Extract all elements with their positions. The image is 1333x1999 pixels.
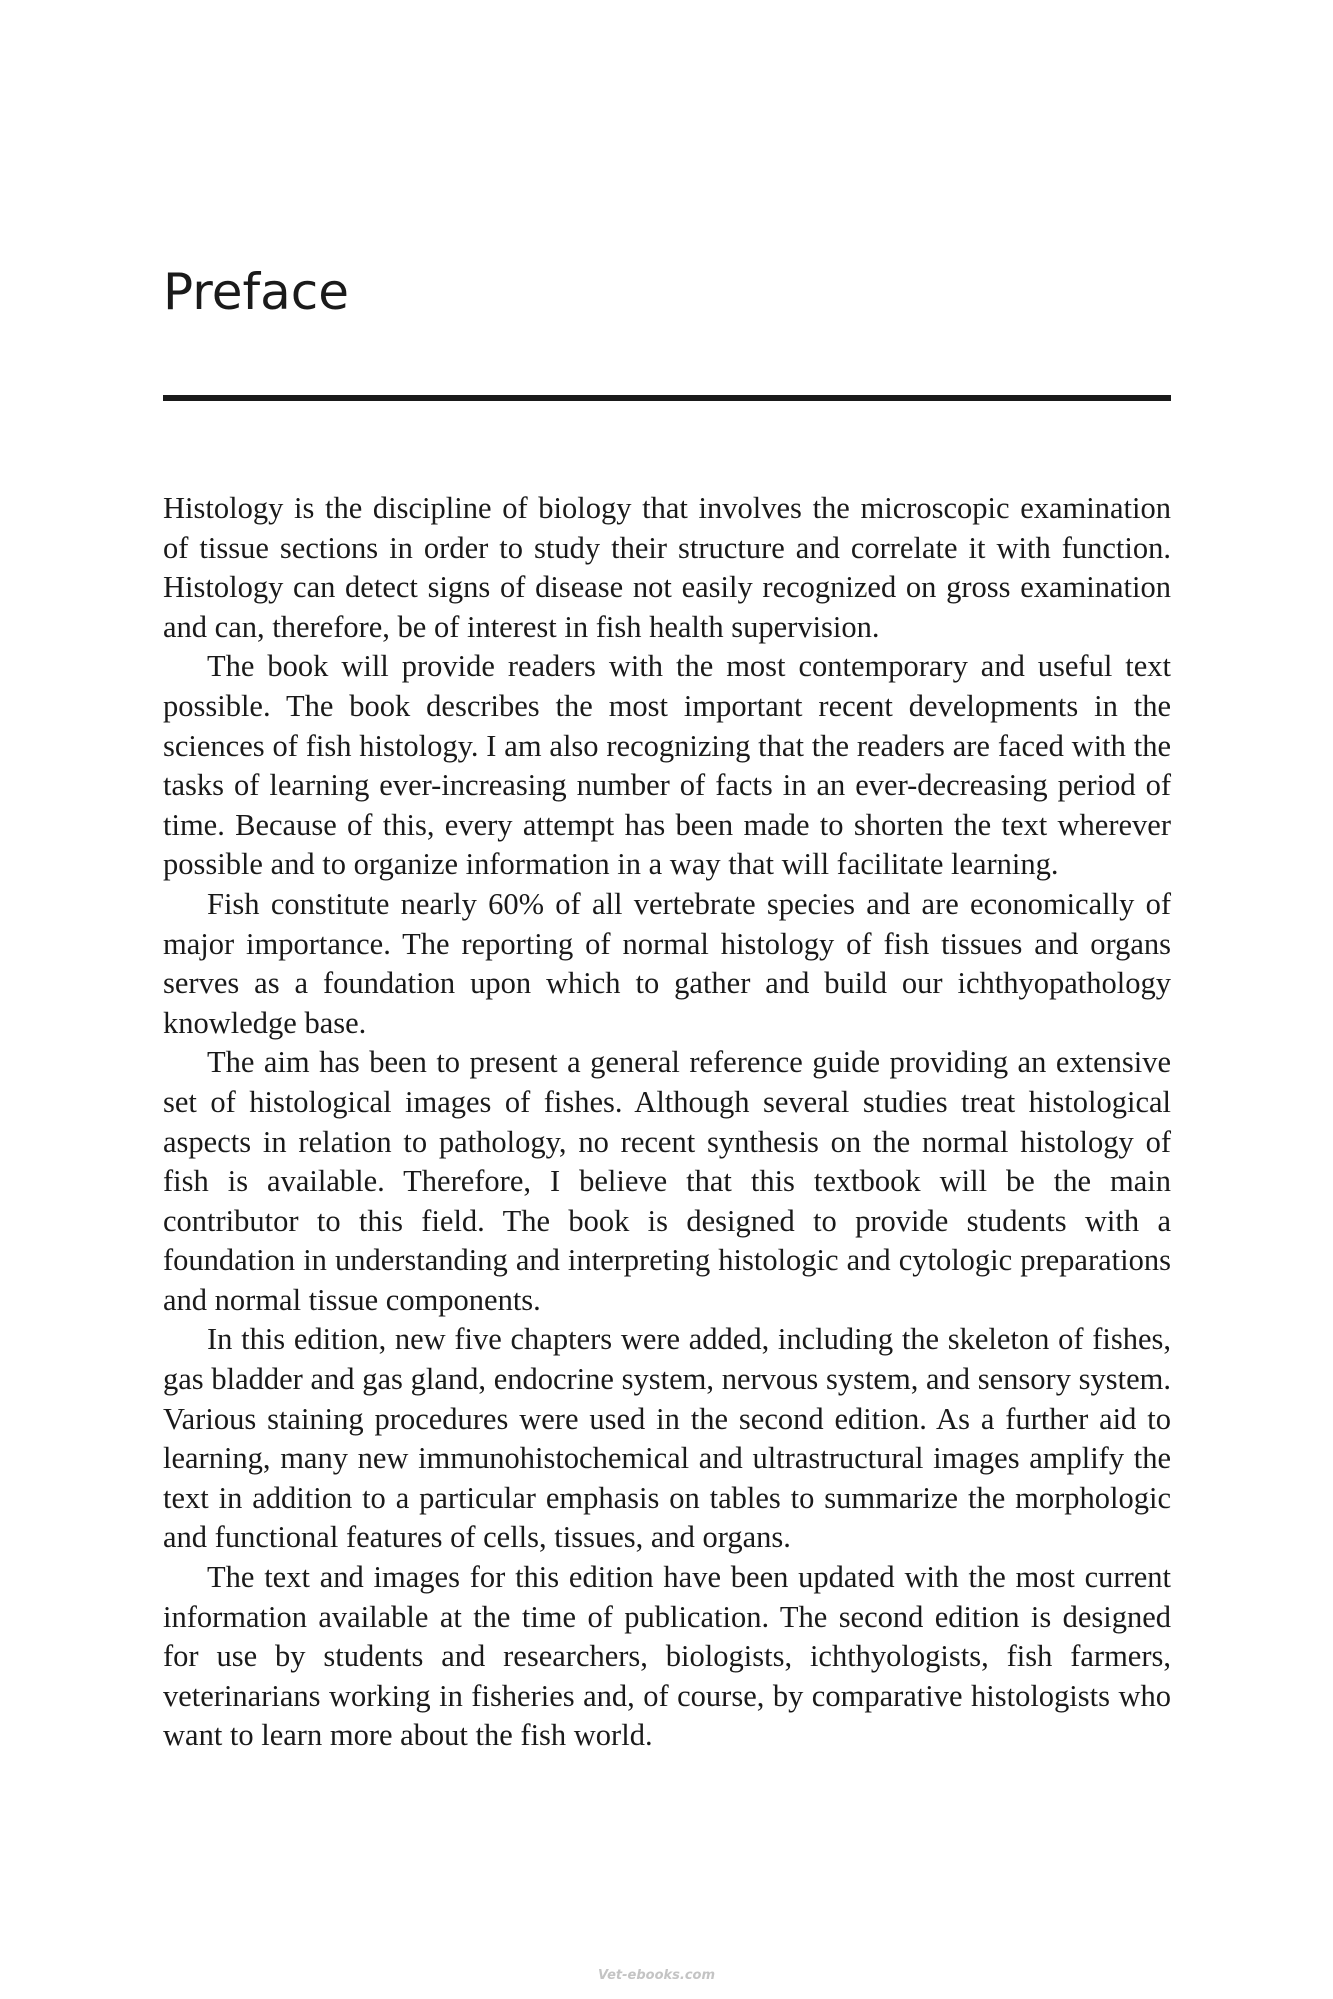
title-rule xyxy=(163,395,1171,401)
paragraph-3: Fish constitute nearly 60% of all vertebrate species and are economically of major importance. The reporting of normal histology of fish tissues and organs serves as a foundation upon which to gather and build our ichthyopathology knowledge base. xyxy=(163,886,1171,1040)
page-title: Preface xyxy=(163,263,349,321)
preface-body xyxy=(163,489,1171,1756)
paragraph-5: In this edition, new five chapters were added, including the skeleton of fishes, gas bladder and gas gland, endocrine system, nervous system, and sensory system. Various staining procedures were used in the second edition. As a further aid to learning, many new immunohistochemical and ultrastructural images amplify the text in addition to a particular emphasis on tables to summarize the morphologic and functional features of cells, tissues, and organs. xyxy=(163,1322,1171,1555)
paragraph-6: The text and images for this edition have been updated with the most current information available at the time of publication. The second edition is designed for use by students and researchers, biologists, ichthyologists, fish farmers, veterinarians working in fisheries and, of course, by comparative histologists who want to learn more about the fish world. xyxy=(163,1560,1171,1753)
paragraph-1: Histology is the discipline of biology that involves the microscopic examination of tissue sections in order to study their structure and correlate it with function. Histology can detect signs of disease not easily recognized on gross examination and can, therefore, be of interest in fish health supervision. xyxy=(163,491,1171,644)
paragraph-4: The aim has been to present a general reference guide providing an extensive set of histological images of fishes. Although several studies treat histological aspects in relation to pathology, no recent synthesis on the normal histology of fish is available. Therefore, I believe that this textbook will be the main contributor to this field. The book is designed to provide students with a foundation in understanding and interpreting histologic and cytologic preparations and normal tissue components. xyxy=(163,1045,1171,1317)
paragraph-2: The book will provide readers with the most contemporary and useful text possible. The book describes the most important recent developments in the sciences of fish histology. I am also recognizing that the readers are faced with the tasks of learning ever-increasing number of facts in an ever-decreasing period of time. Because of this, every attempt has been made to shorten the text wherever possible and to organize information in a way that will facilitate learning. xyxy=(163,649,1171,882)
watermark: Vet-ebooks.com xyxy=(598,1968,716,1983)
